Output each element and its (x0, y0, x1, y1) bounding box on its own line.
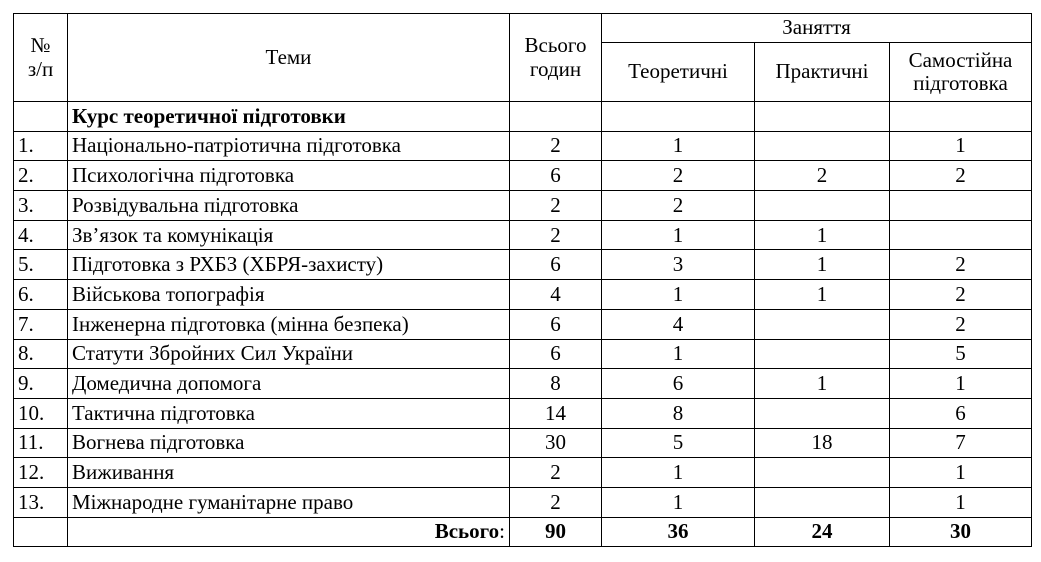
header-total-line1: Всього (524, 33, 587, 58)
totals-colon: : (499, 519, 505, 544)
row-self: 5 (890, 339, 1032, 369)
table-row (14, 309, 1032, 339)
row-self (890, 191, 1032, 221)
row-num: 9. (14, 369, 68, 399)
table-row (14, 428, 1032, 458)
section-num-cell (14, 102, 68, 132)
row-topic: Статути Збройних Сил України (68, 339, 510, 369)
row-practice (755, 131, 890, 161)
row-practice (755, 487, 890, 517)
row-total: 8 (510, 369, 602, 399)
row-num: 10. (14, 398, 68, 428)
row-theory: 2 (602, 191, 755, 221)
row-self: 1 (890, 131, 1032, 161)
row-theory: 1 (602, 131, 755, 161)
row-total: 2 (510, 131, 602, 161)
row-num: 3. (14, 191, 68, 221)
row-topic: Вогнева підготовка (68, 428, 510, 458)
row-theory: 2 (602, 161, 755, 191)
row-total: 6 (510, 339, 602, 369)
row-practice: 1 (755, 250, 890, 280)
row-total: 6 (510, 161, 602, 191)
row-practice (755, 339, 890, 369)
row-num: 2. (14, 161, 68, 191)
row-practice: 1 (755, 220, 890, 250)
row-theory: 3 (602, 250, 755, 280)
row-total: 30 (510, 428, 602, 458)
header-topics-label: Теми (265, 44, 312, 69)
table-row (14, 161, 1032, 191)
row-theory: 5 (602, 428, 755, 458)
totals-num-cell (14, 517, 68, 547)
totals-label: Всього (434, 519, 500, 544)
header-num-cell (14, 14, 68, 102)
header-theory-label: Теоретичні (628, 59, 728, 84)
totals-row (14, 517, 1032, 547)
table-row (14, 458, 1032, 488)
row-theory: 8 (602, 398, 755, 428)
header-self-line2: підготовка (913, 71, 1008, 95)
totals-label-cell (68, 517, 510, 547)
section-row (14, 102, 1032, 132)
row-topic: Національно-патріотична підготовка (68, 131, 510, 161)
row-theory: 1 (602, 280, 755, 310)
row-self: 2 (890, 280, 1032, 310)
row-practice (755, 191, 890, 221)
section-self-cell (890, 102, 1032, 132)
row-self: 2 (890, 161, 1032, 191)
row-theory: 1 (602, 220, 755, 250)
section-total-cell (510, 102, 602, 132)
row-practice: 1 (755, 280, 890, 310)
row-topic: Зв’язок та комунікація (68, 220, 510, 250)
header-topics-cell (68, 14, 510, 102)
row-total: 2 (510, 191, 602, 221)
header-theory-cell (602, 43, 755, 102)
header-self-cell (890, 43, 1032, 102)
header-num-line1: № (30, 33, 51, 58)
table-row (14, 131, 1032, 161)
row-num: 7. (14, 309, 68, 339)
row-practice (755, 309, 890, 339)
row-total: 14 (510, 398, 602, 428)
row-topic: Виживання (68, 458, 510, 488)
row-num: 11. (14, 428, 68, 458)
table-row (14, 369, 1032, 399)
row-total: 2 (510, 487, 602, 517)
row-topic: Тактична підготовка (68, 398, 510, 428)
row-topic: Розвідувальна підготовка (68, 191, 510, 221)
row-num: 6. (14, 280, 68, 310)
header-practice-cell (755, 43, 890, 102)
row-total: 2 (510, 458, 602, 488)
row-practice: 18 (755, 428, 890, 458)
section-practice-cell (755, 102, 890, 132)
row-practice (755, 398, 890, 428)
header-row-top (14, 14, 1032, 43)
row-self (890, 220, 1032, 250)
row-theory: 1 (602, 458, 755, 488)
header-classes-cell (602, 14, 1032, 43)
row-num: 1. (14, 131, 68, 161)
row-self: 6 (890, 398, 1032, 428)
row-self: 2 (890, 250, 1032, 280)
row-total: 6 (510, 309, 602, 339)
table-row (14, 280, 1032, 310)
header-num-line2: з/п (27, 56, 54, 81)
row-num: 13. (14, 487, 68, 517)
table-row (14, 250, 1032, 280)
row-total: 2 (510, 220, 602, 250)
row-practice: 2 (755, 161, 890, 191)
table-row (14, 398, 1032, 428)
header-practice-label: Практичні (775, 59, 869, 84)
row-topic: Інженерна підготовка (мінна безпека) (68, 309, 510, 339)
row-self: 1 (890, 369, 1032, 399)
header-self-line1: Самостійна (908, 47, 1013, 72)
row-num: 12. (14, 458, 68, 488)
row-topic: Військова топографія (68, 280, 510, 310)
training-plan-table (13, 13, 1032, 547)
table-row (14, 191, 1032, 221)
row-self: 2 (890, 309, 1032, 339)
row-theory: 6 (602, 369, 755, 399)
row-num: 8. (14, 339, 68, 369)
table-row (14, 487, 1032, 517)
row-total: 4 (510, 280, 602, 310)
section-title: Курс теоретичної підготовки (68, 102, 510, 132)
row-num: 5. (14, 250, 68, 280)
row-self: 1 (890, 487, 1032, 517)
header-classes-label: Заняття (782, 15, 851, 40)
totals-practice: 24 (755, 517, 890, 547)
header-total-cell (510, 14, 602, 102)
section-theory-cell (602, 102, 755, 132)
totals-total: 90 (510, 517, 602, 547)
table-row (14, 339, 1032, 369)
row-topic: Міжнародне гуманітарне право (68, 487, 510, 517)
row-num: 4. (14, 220, 68, 250)
row-theory: 1 (602, 487, 755, 517)
row-theory: 1 (602, 339, 755, 369)
row-practice (755, 458, 890, 488)
row-self: 7 (890, 428, 1032, 458)
header-total-line2: годин (529, 56, 582, 81)
row-total: 6 (510, 250, 602, 280)
row-self: 1 (890, 458, 1032, 488)
totals-theory: 36 (602, 517, 755, 547)
row-topic: Підготовка з РХБЗ (ХБРЯ-захисту) (68, 250, 510, 280)
row-topic: Домедична допомога (68, 369, 510, 399)
table-row (14, 220, 1032, 250)
row-practice: 1 (755, 369, 890, 399)
totals-self: 30 (890, 517, 1032, 547)
row-theory: 4 (602, 309, 755, 339)
row-topic: Психологічна підготовка (68, 161, 510, 191)
